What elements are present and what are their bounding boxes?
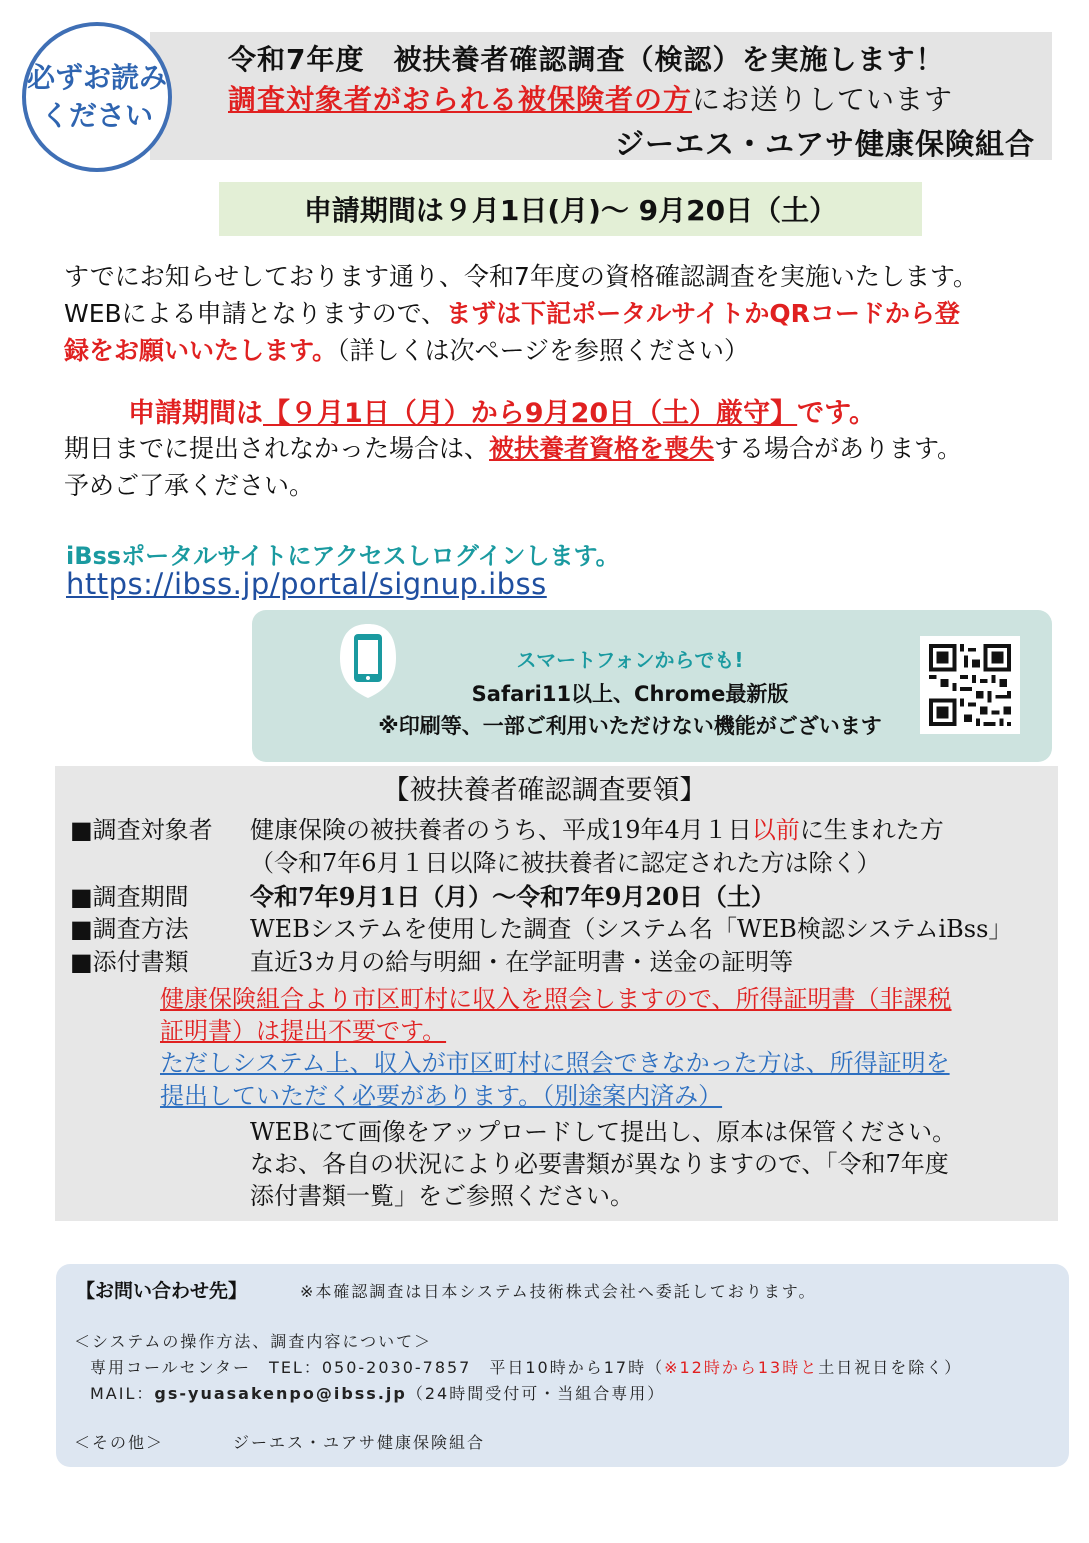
portal-lead: iBssポータルサイトにアクセスしログインします。 bbox=[66, 542, 620, 570]
loss-line2: 予めご了承ください。 bbox=[64, 471, 315, 500]
intro-line2-red: まずは下記ポータルサイトかQRコードから登 bbox=[446, 299, 960, 328]
guide-value: に生まれた方 bbox=[799, 816, 944, 844]
must-read-badge bbox=[22, 22, 172, 172]
guide-blue-note-2: 提出していただく必要があります。（別途案内済み） bbox=[160, 1082, 723, 1110]
guide-label: ■調査対象者 bbox=[70, 816, 213, 844]
guide-value: 令和7年9月1日（月）～令和7年9月20日（土） bbox=[250, 882, 775, 911]
intro-line2-plain: WEBによる申請となりますので、 bbox=[64, 299, 447, 328]
deadline-prefix: 申請期間は bbox=[128, 398, 263, 429]
deadline-statement bbox=[128, 391, 876, 430]
mail-label: MAIL： bbox=[90, 1384, 155, 1403]
contact-system-title: ＜システムの操作方法、調査内容について＞ bbox=[74, 1332, 433, 1351]
guide-row-target-note: （令和7年6月１日以降に被扶養者に認定された方は除く） bbox=[250, 849, 881, 877]
period-banner: 申請期間は９月1日(月)～ 9月20日（土） bbox=[219, 182, 922, 236]
deadline-dates: 【９月1日（月）から9月20日（土）厳守】 bbox=[263, 398, 798, 429]
intro-line3-rest: （詳しくは次ページを参照ください） bbox=[337, 336, 750, 365]
deadline-suffix: です。 bbox=[797, 398, 876, 429]
guide-value-red: 以前 bbox=[751, 816, 800, 844]
loss-paragraph bbox=[64, 430, 1054, 504]
mail-address[interactable]: gs-yuasakenpo@ibss.jp bbox=[154, 1384, 407, 1403]
intro-line3 bbox=[64, 332, 1054, 369]
contact-other-value: ジーエス・ユアサ健康保険組合 bbox=[233, 1433, 486, 1452]
loss-line1-red: 被扶養者資格を喪失 bbox=[489, 434, 715, 463]
contact-heading-note: ※本確認調査は日本システム技術株式会社へ委託しております。 bbox=[300, 1282, 817, 1301]
guide-label: ■調査方法 bbox=[70, 915, 189, 943]
call-center-red: ※12時から13時と bbox=[664, 1358, 819, 1377]
smartphone-line1: スマートフォンからでも! bbox=[516, 648, 744, 672]
intro-line2 bbox=[64, 295, 1054, 332]
guide-note-1: WEBにて画像をアップロードして提出し、原本は保管ください。 bbox=[250, 1118, 957, 1146]
guide-row-documents bbox=[70, 946, 793, 979]
guide-row-target bbox=[70, 814, 944, 847]
contact-other-label: ＜その他＞ bbox=[74, 1433, 165, 1452]
mail-note: （24時間受付可・当組合専用） bbox=[406, 1384, 666, 1403]
intro-line3-red: 録をお願いいたします。 bbox=[64, 336, 338, 365]
call-center-tail: 土日祝日を除く） bbox=[818, 1358, 963, 1377]
qr-code[interactable] bbox=[920, 636, 1020, 734]
smartphone-line3: ※印刷等、一部ご利用いただけない機能がございます bbox=[378, 714, 882, 738]
badge-line2: ください bbox=[40, 99, 153, 132]
loss-line1-a: 期日までに提出されなかった場合は、 bbox=[64, 434, 490, 463]
organization-name: ジーエス・ユアサ健康保険組合 bbox=[614, 127, 1035, 161]
contact-heading: 【お問い合わせ先】 bbox=[76, 1280, 248, 1302]
contact-mail bbox=[90, 1381, 665, 1404]
badge-line1: 必ずお読み bbox=[26, 61, 167, 94]
header-subtitle bbox=[228, 78, 953, 118]
loss-line1 bbox=[64, 430, 1054, 467]
call-center-text: 専用コールセンター TEL：050-2030-7857 平日10時から17時（ bbox=[90, 1358, 665, 1377]
guide-red-note-2: 証明書）は提出不要です。 bbox=[160, 1017, 447, 1045]
guide-blue-note-1: ただしシステム上、収入が市区町村に照会できなかった方は、所得証明を bbox=[160, 1049, 950, 1077]
guide-label: ■調査期間 bbox=[70, 883, 189, 911]
guide-heading: 【被扶養者確認調査要領】 bbox=[382, 775, 707, 806]
guide-note-2: なお、各自の状況により必要書類が異なりますので、「令和7年度 bbox=[250, 1150, 949, 1178]
guide-label: ■添付書類 bbox=[70, 948, 189, 976]
guide-value: WEBシステムを使用した調査（システム名「WEB検認システムiBss」 bbox=[250, 915, 1013, 943]
portal-link[interactable]: https://ibss.jp/portal/signup.ibss bbox=[66, 567, 547, 601]
contact-call-center bbox=[90, 1355, 962, 1378]
guide-row-method bbox=[70, 913, 1012, 946]
guide-note-3: 添付書類一覧」をご参照ください。 bbox=[250, 1182, 634, 1210]
loss-line1-b: する場合があります。 bbox=[714, 434, 963, 463]
guide-red-note-1: 健康保険組合より市区町村に収入を照会しますので、所得証明書（非課税 bbox=[160, 985, 952, 1013]
guide-value: 直近3カ月の給与明細・在学証明書・送金の証明等 bbox=[250, 948, 794, 976]
intro-line1: すでにお知らせしております通り、令和7年度の資格確認調査を実施いたします。 bbox=[64, 262, 978, 291]
guide-row-period bbox=[70, 880, 775, 914]
subtitle-target: 調査対象者がおられる被保険者の方 bbox=[228, 83, 693, 116]
subtitle-rest: にお送りしています bbox=[692, 83, 954, 116]
smartphone-line2: Safari11以上、Chrome最新版 bbox=[471, 682, 789, 706]
page-title: 令和7年度 被扶養者確認調査（検認）を実施します！ bbox=[228, 43, 945, 76]
intro-paragraph bbox=[64, 258, 1054, 369]
guide-value: 健康保険の被扶養者のうち、平成19年4月１日 bbox=[250, 816, 752, 844]
